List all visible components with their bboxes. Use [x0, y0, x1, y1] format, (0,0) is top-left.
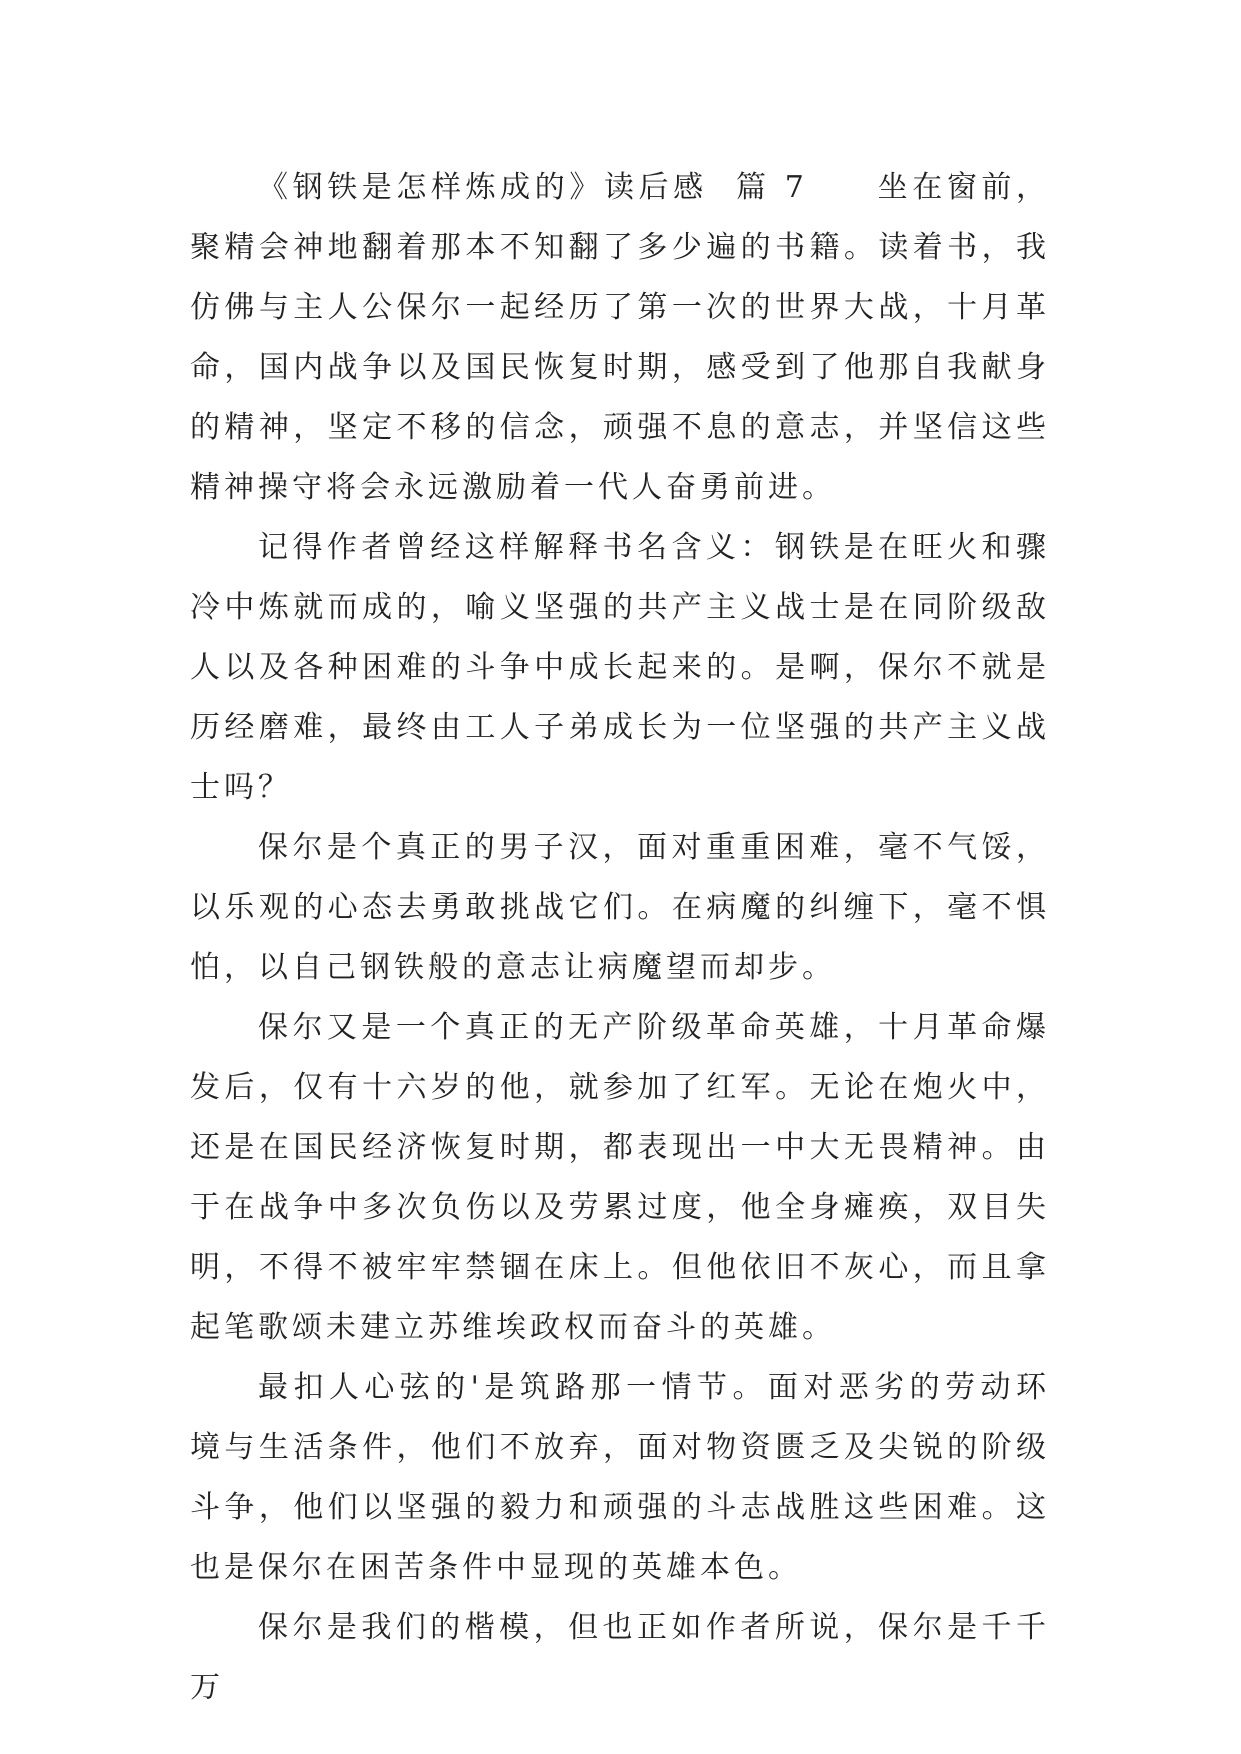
- paragraph-6: 保尔是我们的楷模，但也正如作者所说，保尔是千千万: [190, 1610, 1050, 1705]
- paragraph-3: 保尔是个真正的男子汉，面对重重困难，毫不气馁，以乐观的心态去勇敢挑战它们。在病魔的纠缠下，毫不惧怕，以自己钢铁般的意志让病魔望而却步。: [190, 830, 1050, 985]
- essay-body: [190, 158, 1050, 1718]
- paragraph-5: 最扣人心弦的'是筑路那一情节。面对恶劣的劳动环境与生活条件，他们不放弃，面对物资匮乏及尖锐的阶级斗争，他们以坚强的毅力和顽强的斗志战胜这些困难。这也是保尔在困苦条件中显现的英雄本色。: [190, 1370, 1050, 1585]
- paragraph-4: 保尔又是一个真正的无产阶级革命英雄，十月革命爆发后，仅有十六岁的他，就参加了红军。无论在炮火中，还是在国民经济恢复时期，都表现出一中大无畏精神。由于在战争中多次负伤以及劳累过度，他全身瘫痪，双目失明，不得不被牢牢禁锢在床上。但他依旧不灰心，而且拿起笔歌颂未建立苏维埃政权而奋斗的英雄。: [190, 1010, 1050, 1345]
- paragraph-2: 记得作者曾经这样解释书名含义：钢铁是在旺火和骤冷中炼就而成的，喻义坚强的共产主义战士是在同阶级敌人以及各种困难的斗争中成长起来的。是啊，保尔不就是历经磨难，最终由工人子弟成长为一位坚强的共产主义战士吗？: [190, 530, 1050, 805]
- heading-spacer: [808, 170, 878, 205]
- paragraph-1: [190, 158, 1050, 518]
- paragraph-1-text: 坐在窗前，聚精会神地翻着那本不知翻了多少遍的书籍。读着书，我仿佛与主人公保尔一起经历了第一次的世界大战，十月革命，国内战争以及国民恢复时期，感受到了他那自我献身的精神，坚定不移的信念，顽强不息的意志，并坚信这些精神操守将会永远激励着一代人奋勇前进。: [190, 170, 1051, 505]
- essay-heading: 《钢铁是怎样炼成的》读后感 篇 7: [258, 170, 808, 205]
